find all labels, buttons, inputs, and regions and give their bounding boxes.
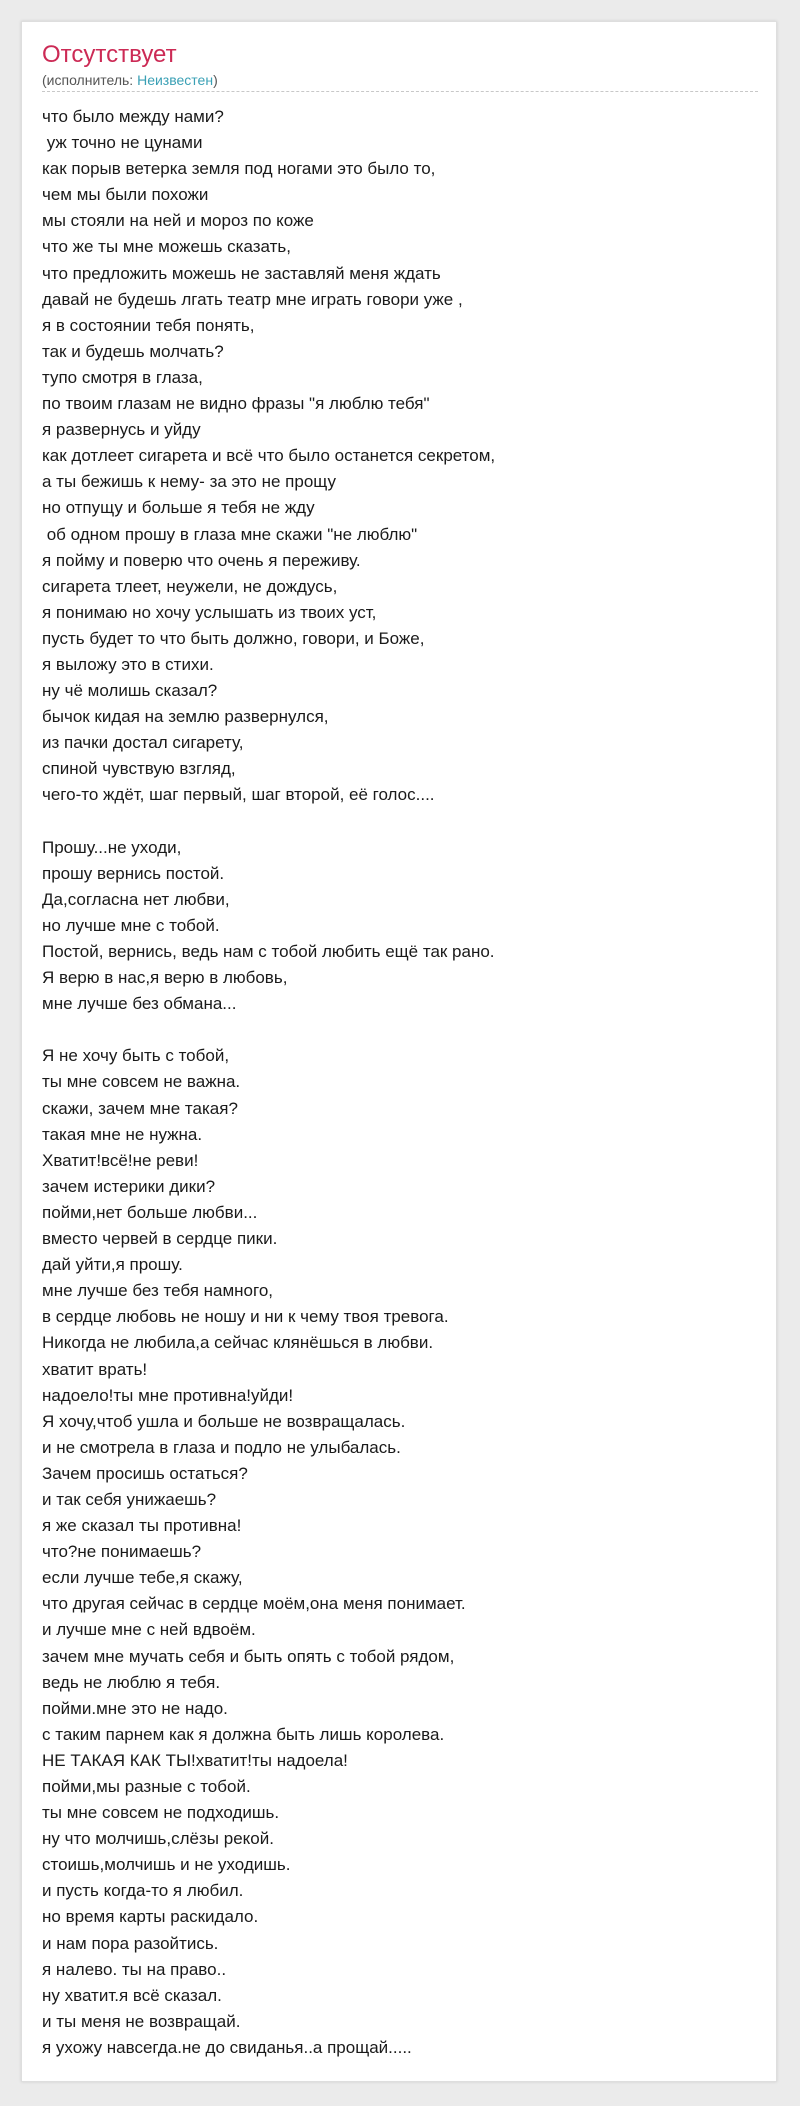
lyrics-line: я пойму и поверю что очень я переживу.	[42, 550, 361, 570]
lyrics-line: и так себя унижаешь?	[42, 1489, 217, 1509]
lyrics-line: как порыв ветерка земля под ногами это было то,	[42, 159, 436, 179]
lyrics-line: мне лучше без тебя намного,	[42, 1281, 274, 1301]
lyrics-line: об одном прошу в глаза мне скажи "не люблю"	[42, 524, 418, 544]
lyrics-line: с таким парнем как я должна быть лишь королева.	[42, 1724, 445, 1744]
lyrics-line: скажи, зачем мне такая?	[42, 1098, 238, 1118]
lyrics-line: я налево. ты на право..	[42, 1959, 227, 1979]
lyrics-card	[21, 21, 777, 2082]
lyrics-line: а ты бежишь к нему- за это не прощу	[42, 472, 336, 492]
artist-line	[42, 71, 218, 89]
lyrics-line: стоишь,молчишь и не уходишь.	[42, 1855, 291, 1875]
lyrics-line: так и будешь молчать?	[42, 341, 224, 361]
lyrics-line: мне лучше без обмана...	[42, 994, 237, 1014]
stanza-break	[42, 809, 758, 835]
lyrics-line: уж точно не цунами	[42, 133, 203, 153]
lyrics-line: но лучше мне с тобой.	[42, 915, 220, 935]
lyrics-line: что другая сейчас в сердце моём,она меня понимает.	[42, 1594, 466, 1614]
lyrics-line: пусть будет то что быть должно, говори, и Боже,	[42, 628, 425, 648]
lyrics-line: ты мне совсем не подходишь.	[42, 1803, 280, 1823]
lyrics-line: и не смотрела в глаза и подло не улыбалась.	[42, 1437, 401, 1457]
lyrics-line: Зачем просишь остаться?	[42, 1463, 248, 1483]
lyrics-line: тупо смотря в глаза,	[42, 367, 203, 387]
lyrics-line: пойми.мне это не надо.	[42, 1698, 228, 1718]
lyrics-line: как дотлеет сигарета и всё что было останется секретом,	[42, 446, 496, 466]
lyrics-line: я же сказал ты противна!	[42, 1516, 242, 1536]
lyrics-line: Хватит!всё!не реви!	[42, 1150, 199, 1170]
lyrics-line: я в состоянии тебя понять,	[42, 315, 255, 335]
lyrics-line: что было между нами?	[42, 107, 224, 126]
lyrics-line: я понимаю но хочу услышать из твоих уст,	[42, 602, 377, 622]
lyrics-line: и пусть когда-то я любил.	[42, 1881, 244, 1901]
lyrics-line: мы стояли на ней и мороз по коже	[42, 211, 314, 231]
lyrics-line: но время карты раскидало.	[42, 1907, 259, 1927]
artist-link[interactable]: Неизвестен	[137, 72, 214, 88]
lyrics-line: из пачки достал сигарету,	[42, 733, 244, 753]
lyrics-line: Да,согласна нет любви,	[42, 889, 230, 909]
lyrics-line: хватит врать!	[42, 1359, 148, 1379]
lyrics-line: но отпущу и больше я тебя не жду	[42, 498, 315, 518]
lyrics-line: вместо червей в сердце пики.	[42, 1229, 278, 1249]
lyrics-line: прошу вернись постой.	[42, 863, 225, 883]
lyrics-line: и лучше мне с ней вдвоём.	[42, 1620, 256, 1640]
lyrics-line: что предложить можешь не заставляй меня ждать	[42, 263, 441, 283]
lyrics-line: ты мне совсем не важна.	[42, 1072, 241, 1092]
stanza-break	[42, 1017, 758, 1043]
lyrics-line: зачем мне мучать себя и быть опять с тобой рядом,	[42, 1646, 455, 1666]
lyrics-line: что же ты мне можешь сказать,	[42, 237, 291, 257]
lyrics-line: и ты меня не возвращай.	[42, 2011, 241, 2031]
lyrics-line: что?не понимаешь?	[42, 1542, 202, 1562]
lyrics-text	[42, 104, 758, 2061]
lyrics-line: Я хочу,чтоб ушла и больше не возвращалась.	[42, 1411, 406, 1431]
lyrics-line: я ухожу навсегда.не до свиданья..а прощай.....	[42, 2037, 412, 2057]
lyrics-line: такая мне не нужна.	[42, 1124, 203, 1144]
lyrics-line: ведь не люблю я тебя.	[42, 1672, 221, 1692]
lyrics-line: и нам пора разойтись.	[42, 1933, 219, 1953]
lyrics-line: давай не будешь лгать театр мне играть говори уже ,	[42, 289, 463, 309]
lyrics-line: ну что молчишь,слёзы рекой.	[42, 1829, 274, 1849]
lyrics-line: пойми,мы разные с тобой.	[42, 1777, 251, 1796]
lyrics-line: в сердце любовь не ношу и ни к чему твоя тревога.	[42, 1307, 449, 1327]
lyrics-line: ну чё молишь сказал?	[42, 681, 218, 701]
lyrics-line: Я верю в нас,я верю в любовь,	[42, 968, 288, 988]
lyrics-line: надоело!ты мне противна!уйди!	[42, 1385, 294, 1405]
lyrics-line: спиной чувствую взгляд,	[42, 759, 236, 779]
artist-prefix: (исполнитель:	[42, 72, 138, 88]
artist-suffix: )	[213, 72, 218, 88]
lyrics-line: я развернусь и уйду	[42, 420, 201, 440]
title-divider	[42, 91, 758, 92]
lyrics-line: пойми,нет больше любви...	[42, 1202, 258, 1222]
lyrics-line: если лучше тебе,я скажу,	[42, 1568, 243, 1588]
lyrics-line: сигарета тлеет, неужели, не дождусь,	[42, 576, 338, 596]
lyrics-line: НЕ ТАКАЯ КАК ТЫ!хватит!ты надоела!	[42, 1750, 348, 1770]
lyrics-line: зачем истерики дики?	[42, 1176, 216, 1196]
lyrics-line: по твоим глазам не видно фразы "я люблю тебя"	[42, 394, 430, 414]
lyrics-line: Никогда не любила,а сейчас клянёшься в любви.	[42, 1333, 434, 1353]
lyrics-line: чего-то ждёт, шаг первый, шаг второй, её голос....	[42, 785, 435, 805]
lyrics-line: Постой, вернись, ведь нам с тобой любить ещё так рано.	[42, 942, 495, 961]
song-title: Отсутствует	[42, 41, 177, 68]
lyrics-line: дай уйти,я прошу.	[42, 1255, 183, 1275]
lyrics-line: бычок кидая на землю развернулся,	[42, 707, 329, 727]
lyrics-line: Прошу...не уходи,	[42, 837, 182, 857]
lyrics-line: ну хватит.я всё сказал.	[42, 1985, 222, 2005]
lyrics-line: чем мы были похожи	[42, 185, 209, 205]
lyrics-line: Я не хочу быть с тобой,	[42, 1046, 230, 1066]
lyrics-line: я выложу это в стихи.	[42, 654, 214, 674]
